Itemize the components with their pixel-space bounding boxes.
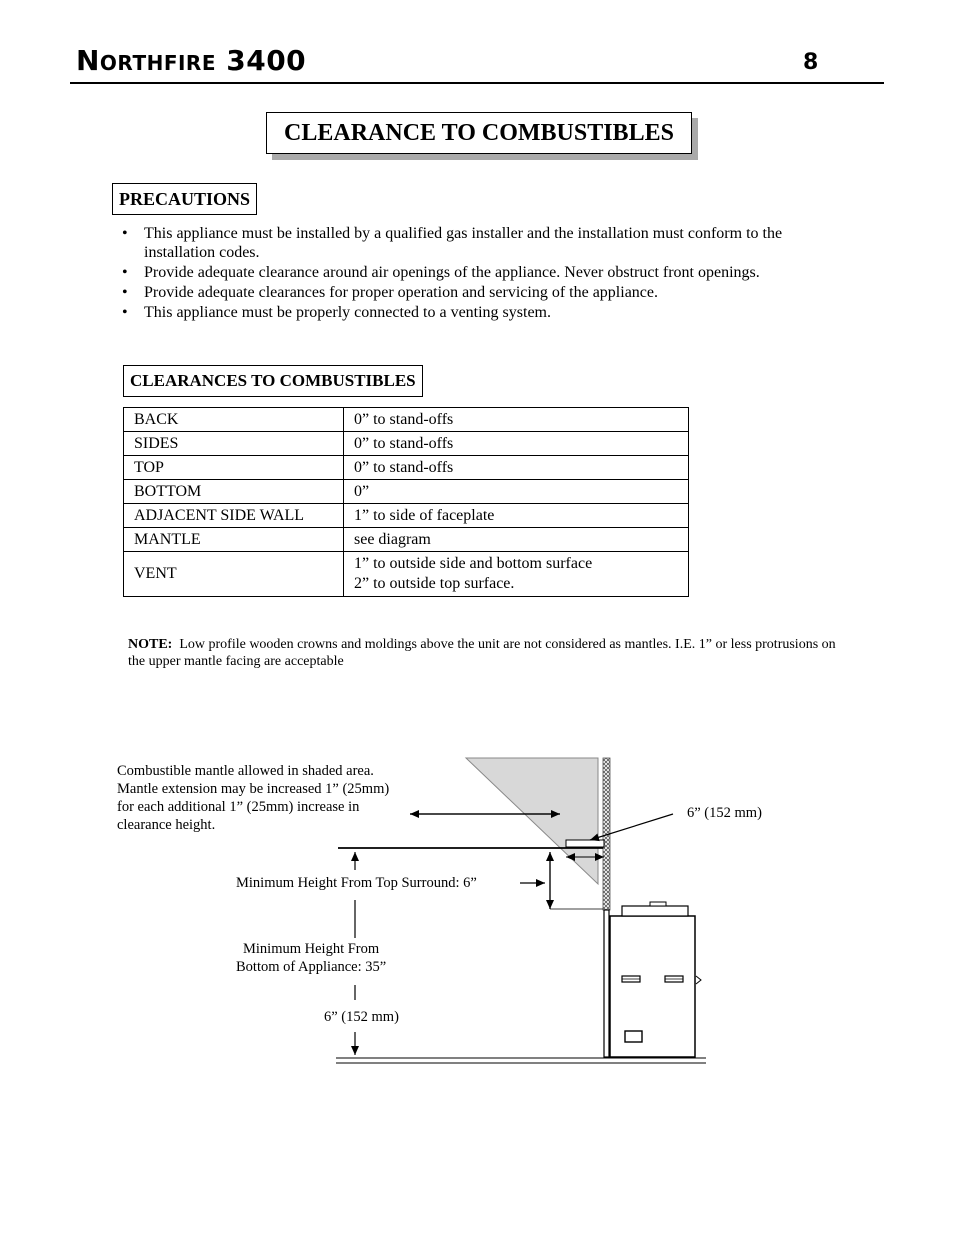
appliance-control-panel bbox=[625, 1031, 642, 1042]
vent-line-2: 2” to outside top surface. bbox=[354, 575, 515, 592]
table-cell-item: ADJACENT SIDE WALL bbox=[124, 504, 344, 528]
mantle-note-line-2: Mantle extension may be increased 1” (25mm) bbox=[117, 781, 390, 797]
page-number: 8 bbox=[803, 50, 819, 75]
mantle-shelf bbox=[566, 840, 604, 847]
mantle-note-line-3: for each additional 1” (25mm) increase in bbox=[117, 799, 360, 815]
min-height-bottom-line-2: Bottom of Appliance: 35” bbox=[236, 959, 387, 975]
precautions-label: PRECAUTIONS bbox=[112, 183, 257, 215]
mantle-note-line-1: Combustible mantle allowed in shaded area. bbox=[117, 763, 374, 779]
appliance-faceplate bbox=[604, 910, 609, 1057]
document-title: Northfire 3400 bbox=[76, 44, 307, 77]
min-height-bottom-line-1: Minimum Height From bbox=[243, 941, 380, 957]
table-cell-value: see diagram bbox=[344, 528, 689, 552]
table-cell-item: TOP bbox=[124, 456, 344, 480]
appliance-vent-collar bbox=[650, 902, 666, 906]
note-text: Low profile wooden crowns and moldings above the unit are not considered as mantles. I.E. 1” or less protrusions on the upper mantle facing are acceptable bbox=[128, 637, 836, 669]
table-cell-item: MANTLE bbox=[124, 528, 344, 552]
table-cell-value: 0” bbox=[344, 480, 689, 504]
table-cell-item: SIDES bbox=[124, 432, 344, 456]
table-cell-value: 0” to stand-offs bbox=[344, 432, 689, 456]
table-cell-item: BOTTOM bbox=[124, 480, 344, 504]
list-item: • This appliance must be properly connected to a venting system. bbox=[122, 303, 842, 322]
table-cell-value: 1” to side of faceplate bbox=[344, 504, 689, 528]
leader-line bbox=[590, 814, 673, 840]
table-cell-value: 0” to stand-offs bbox=[344, 408, 689, 432]
table-cell-item: VENT bbox=[124, 552, 344, 597]
table-cell-item: BACK bbox=[124, 408, 344, 432]
min-height-top-label: Minimum Height From Top Surround: 6” bbox=[236, 875, 477, 891]
shaded-mantle-area bbox=[466, 758, 598, 884]
mantle-note-line-4: clearance height. bbox=[117, 817, 216, 833]
list-item: • Provide adequate clearances for proper operation and servicing of the appliance. bbox=[122, 283, 842, 302]
appliance-top-cap bbox=[622, 906, 688, 916]
appliance-side-knob bbox=[696, 976, 701, 984]
table-cell-value: 0” to stand-offs bbox=[344, 456, 689, 480]
bottom-dimension-label: 6” (152 mm) bbox=[324, 1009, 399, 1025]
section-title: CLEARANCE TO COMBUSTIBLES bbox=[266, 112, 692, 154]
note-label: NOTE: bbox=[128, 637, 173, 652]
list-item: • Provide adequate clearance around air openings of the appliance. Never obstruct front openings. bbox=[122, 263, 842, 282]
top-dimension-label: 6” (152 mm) bbox=[687, 805, 762, 821]
list-item: • This appliance must be installed by a qualified gas installer and the installation must conform to the installation codes. bbox=[122, 224, 842, 262]
appliance-body bbox=[610, 916, 695, 1057]
clearances-label: CLEARANCES TO COMBUSTIBLES bbox=[123, 365, 423, 397]
vent-line-1: 1” to outside side and bottom surface bbox=[354, 555, 593, 572]
